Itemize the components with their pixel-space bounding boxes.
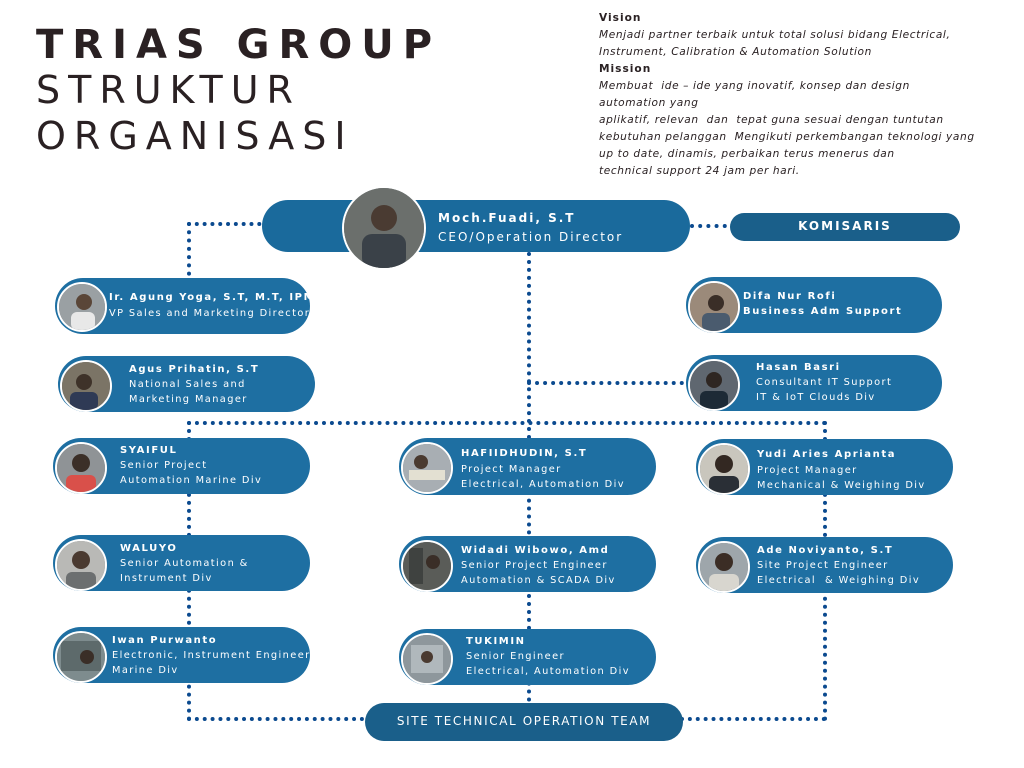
person-photo [401,442,453,494]
vision-mission-block [599,10,1014,180]
title-line-organisasi: ORGANISASI [36,114,354,158]
company-title: TRIAS GROUP [36,22,442,68]
person-photo [401,540,453,592]
person-name: SYAIFUL [120,445,178,456]
person-role: Project Manager Electrical, Automation Div [461,464,625,490]
ceo-name: Moch.Fuadi, S.T [438,211,576,225]
connector [527,381,692,385]
person-photo [698,443,750,495]
person-photo [688,281,740,333]
person-role: Business Adm Support [743,306,903,317]
person-name: HAFIIDHUDIN, S.T [461,448,588,459]
connector [187,222,191,284]
vision-heading: Vision [599,12,642,24]
vision-text: Menjadi partner terbaik untuk total solusi bidang Electrical, Instrument, Calibration & Automation Solution [599,29,951,58]
person-name: TUKIMIN [466,636,526,647]
person-name: WALUYO [120,543,178,554]
komisaris-label: KOMISARIS [798,219,892,233]
title-line-struktur: STRUKTUR [36,68,301,112]
connector [187,421,827,425]
person-photo [60,360,112,412]
person-name: Ade Noviyanto, S.T [757,545,894,556]
komisaris-badge [730,213,960,241]
mission-text: Membuat ide – ide yang inovatif, konsep dan design automation yang aplikatif, relevan dan tepat guna sesuai dengan tuntutan kebutuhan pelanggan Mengikuti perkembangan teknologi yang up to date, dinamis, perbaikan terus menerus dan technical support 24 jam per hari. [599,80,975,177]
person-role: VP Sales and Marketing Director [109,308,311,319]
person-name: Agus Prihatin, S.T [129,364,260,375]
person-photo [55,631,107,683]
person-role: Site Project Engineer Electrical & Weighing Div [757,560,921,586]
person-photo [698,541,750,593]
ceo-role: CEO/Operation Director [438,230,624,244]
person-role: Consultant IT Support IT & IoT Clouds Div [756,377,893,403]
person-name: Iwan Purwanto [112,635,218,646]
ceo-photo [342,186,426,270]
mission-heading: Mission [599,63,652,75]
person-role: Senior Project Engineer Automation & SCADA Div [461,560,616,586]
person-name: Widadi Wibowo, Amd [461,545,610,556]
person-role: Senior Project Automation Marine Div [120,460,263,486]
person-role: National Sales and Marketing Manager [129,379,248,405]
person-role: Project Manager Mechanical & Weighing Div [757,465,926,491]
ceo-card [262,200,690,252]
person-name: Yudi Aries Aprianta [757,449,897,460]
connector [680,717,826,721]
site-team-label: SITE TECHNICAL OPERATION TEAM [396,714,652,728]
person-photo [57,282,107,332]
person-photo [55,442,107,494]
person-role: Senior Engineer Electrical, Automation Div [466,651,630,677]
person-photo [55,539,107,591]
person-name: Difa Nur Rofi [743,291,837,302]
person-name: Ir. Agung Yoga, S.T, M.T, IPM [109,292,316,303]
person-photo [401,633,453,685]
connector [690,224,735,228]
connector [187,717,372,721]
person-photo [688,359,740,411]
site-technical-team-badge [365,703,683,741]
person-role: Electronic, Instrument Engineer Marine Div [112,650,311,676]
person-role: Senior Automation & Instrument Div [120,558,249,584]
person-name: Hasan Basri [756,362,841,373]
